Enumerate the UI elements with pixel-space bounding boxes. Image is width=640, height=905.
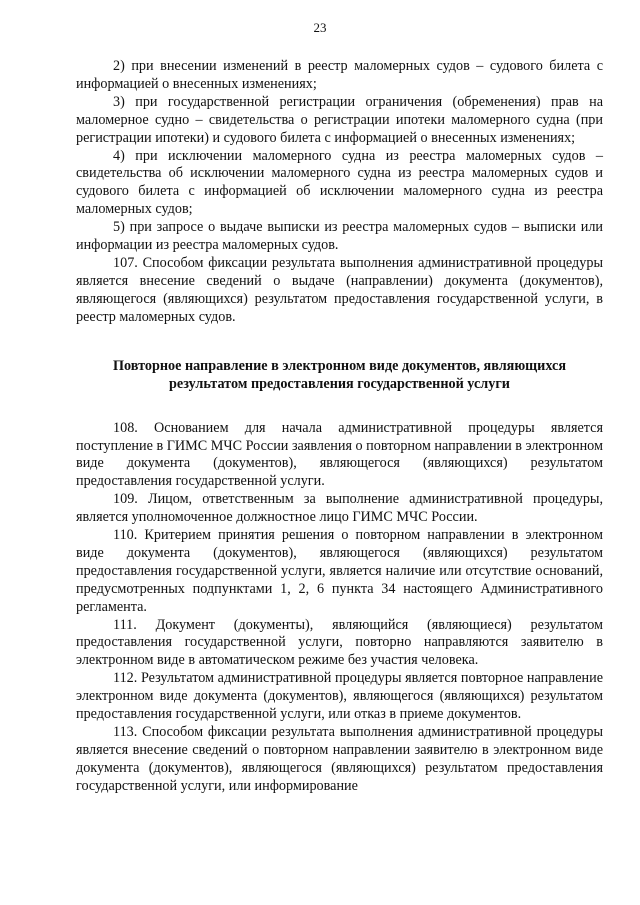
paragraph-107: 107. Способом фиксации результата выполнения административной процедуры является внесение сведений о выдаче (направлении) документа (документов), являющегося (являющихся) результатом предоставления государственной услуги, в реестр маломерных судов.: [76, 254, 603, 325]
paragraph-110: 110. Критерием принятия решения о повторном направлении в электронном виде документа (документов), являющегося (являющихся) результатом предоставления государственной услуги, является наличие или отсутствие оснований, предусмотренных подпунктами 1, 2, 6 пункта 34 настоящего Административного регламента.: [76, 527, 603, 615]
paragraph-109: 109. Лицом, ответственным за выполнение административной процедуры, является уполномоченное должностное лицо ГИМС МЧС России.: [76, 491, 603, 526]
paragraph-item-3: 3) при государственной регистрации ограничения (обременения) прав на маломерное судно – свидетельства о регистрации ипотеки маломерного судна (при регистрации ипотеки) и судового билета с информацией о внесенных изменениях;: [76, 93, 603, 146]
paragraph-111: 111. Документ (документы), являющийся (являющиеся) результатом предоставления государственной услуги, повторно направляются заявителю в электронном виде в автоматическом режиме без участия человека.: [76, 616, 603, 669]
paragraph-108: 108. Основанием для начала административной процедуры является поступление в ГИМС МЧС России заявления о повторном направлении в электронном виде документа (документов), являющегося (являющихся) результатом предоставления государственной услуги.: [76, 419, 603, 490]
paragraph-113: 113. Способом фиксации результата выполнения административной процедуры является внесение сведений о повторном направлении заявителю в электронном виде документа (документов), являющегося (являющихся) результатом предоставления государственной услуги, или информирование: [76, 724, 603, 794]
section-heading-line-2: результатом предоставления государственной услуги: [169, 376, 510, 393]
section-heading: [76, 357, 603, 394]
paragraph-item-2: 2) при внесении изменений в реестр маломерных судов – судового билета с информацией о внесенных изменениях;: [76, 58, 603, 92]
paragraph-112: 112. Результатом административной процедуры является повторное направление электронном виде документа (документов), являющегося (являющихся) результатом предоставления государственной услуги, или отказ в приеме документов.: [76, 670, 603, 723]
page-number: 23: [313, 20, 327, 35]
section-heading-line-1: Повторное направление в электронном виде документов, являющихся: [112, 357, 566, 374]
paragraph-item-4: 4) при исключении маломерного судна из реестра маломерных судов – свидетельства об исключении маломерного судна из реестра маломерных судов и судового билета с информацией об исключении маломерного судна из реестра маломерных судов;: [76, 147, 603, 218]
document-body: [76, 58, 603, 796]
paragraph-item-5: 5) при запросе о выдаче выписки из реестра маломерных судов – выписки или информации из реестра маломерных судов.: [76, 219, 603, 254]
